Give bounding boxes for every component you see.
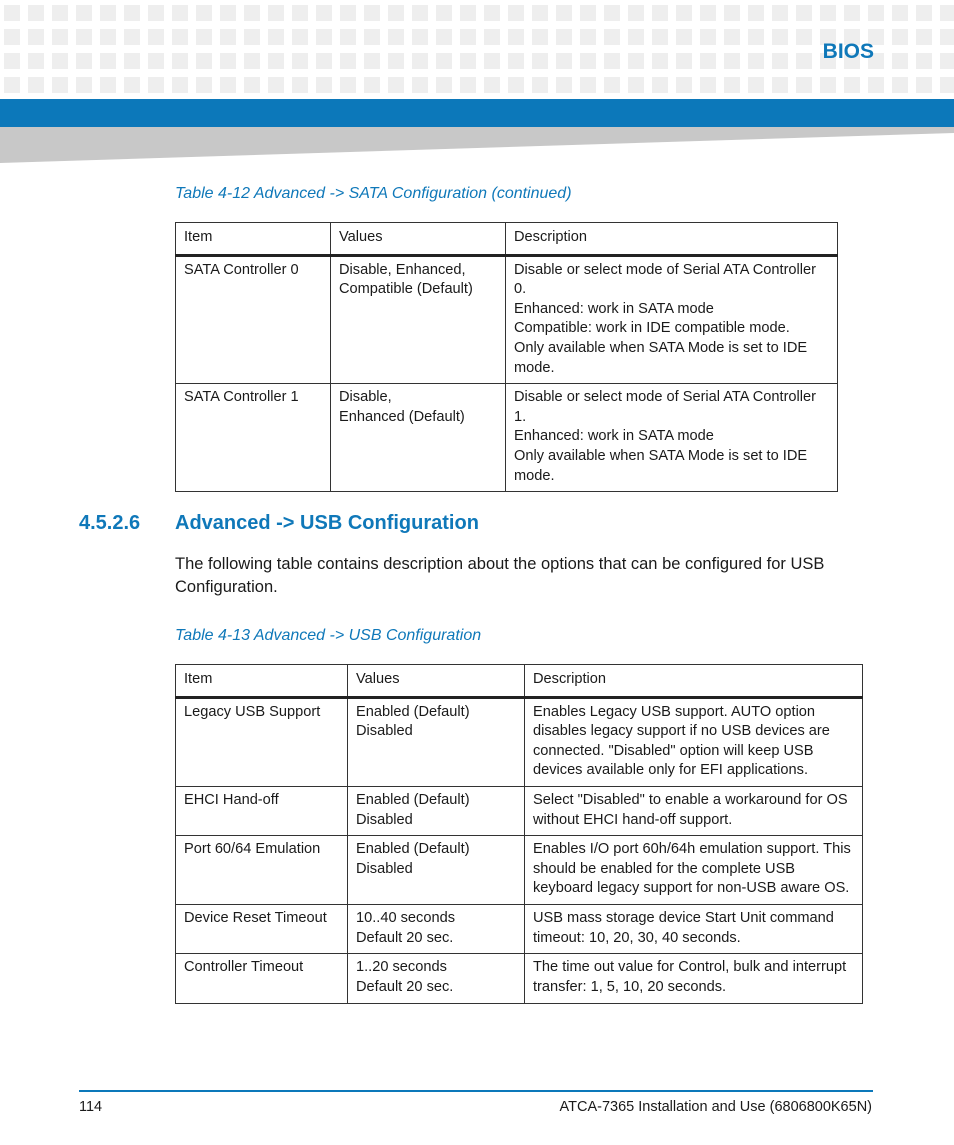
cell-values xyxy=(348,836,525,905)
pattern-square xyxy=(940,53,954,69)
header-dot-pattern xyxy=(0,0,954,96)
pattern-square xyxy=(460,77,476,93)
pattern-square xyxy=(748,53,764,69)
pattern-square xyxy=(172,29,188,45)
pattern-square xyxy=(604,5,620,21)
pattern-square xyxy=(388,5,404,21)
pattern-square xyxy=(916,77,932,93)
value-line: Default 20 sec. xyxy=(356,978,454,995)
cell-item: Port 60/64 Emulation xyxy=(176,836,348,905)
section-title: BIOS xyxy=(822,40,874,63)
pattern-square xyxy=(244,29,260,45)
pattern-square xyxy=(412,53,428,69)
table-row xyxy=(176,384,838,492)
pattern-square xyxy=(484,53,500,69)
cell-description: Enables I/O port 60h/64h emulation support. This should be enabled for the complete USB keyboard legacy support for non-USB aware OS. xyxy=(525,836,863,905)
pattern-square xyxy=(556,29,572,45)
value-line: Disable, Enhanced, xyxy=(339,261,466,278)
value-line: Enhanced (Default) xyxy=(339,408,465,425)
pattern-square xyxy=(364,29,380,45)
value-line: Enabled (Default) xyxy=(356,841,470,858)
pattern-square xyxy=(604,53,620,69)
table-row xyxy=(176,697,863,786)
pattern-square xyxy=(868,5,884,21)
pattern-square xyxy=(916,29,932,45)
cell-values xyxy=(348,954,525,1003)
column-header-item: Item xyxy=(176,665,348,698)
pattern-square xyxy=(196,53,212,69)
pattern-square xyxy=(484,77,500,93)
pattern-square xyxy=(484,5,500,21)
description-line: Only available when SATA Mode is set to IDE mode. xyxy=(514,339,808,376)
description-line: Disable or select mode of Serial ATA Controller 1. xyxy=(514,389,817,425)
pattern-square xyxy=(628,29,644,45)
pattern-square xyxy=(76,53,92,69)
pattern-square xyxy=(412,29,428,45)
pattern-square xyxy=(652,5,668,21)
pattern-square xyxy=(268,77,284,93)
pattern-square xyxy=(76,77,92,93)
footer-rule xyxy=(79,1090,873,1092)
table-row xyxy=(176,786,863,835)
table-4-12-caption: Table 4-12 Advanced -> SATA Configuration (continued) xyxy=(175,185,572,202)
table-row xyxy=(176,255,838,384)
pattern-square xyxy=(844,5,860,21)
pattern-square xyxy=(388,77,404,93)
pattern-square xyxy=(268,53,284,69)
pattern-square xyxy=(100,77,116,93)
pattern-square xyxy=(100,29,116,45)
pattern-square xyxy=(292,77,308,93)
section-heading-text: Advanced -> USB Configuration xyxy=(175,512,479,534)
cell-values xyxy=(331,255,506,384)
cell-values xyxy=(348,786,525,835)
table-4-12 xyxy=(175,222,838,492)
pattern-square xyxy=(268,5,284,21)
pattern-square xyxy=(868,77,884,93)
pattern-square xyxy=(388,29,404,45)
pattern-square xyxy=(604,29,620,45)
document-title: ATCA-7365 Installation and Use (6806800K65N) xyxy=(559,1099,872,1115)
pattern-square xyxy=(508,5,524,21)
pattern-square xyxy=(316,77,332,93)
pattern-square xyxy=(124,29,140,45)
pattern-square xyxy=(364,53,380,69)
pattern-square xyxy=(4,5,20,21)
pattern-square xyxy=(196,29,212,45)
pattern-square xyxy=(76,5,92,21)
pattern-square xyxy=(892,53,908,69)
pattern-square xyxy=(364,77,380,93)
pattern-square xyxy=(436,53,452,69)
value-line: Default 20 sec. xyxy=(356,929,454,946)
pattern-square xyxy=(100,53,116,69)
pattern-square xyxy=(28,5,44,21)
value-line: Enabled (Default) xyxy=(356,703,470,720)
pattern-square xyxy=(532,53,548,69)
pattern-square xyxy=(820,77,836,93)
pattern-square xyxy=(772,77,788,93)
pattern-square xyxy=(676,5,692,21)
pattern-square xyxy=(508,77,524,93)
pattern-square xyxy=(292,29,308,45)
pattern-square xyxy=(748,29,764,45)
pattern-square xyxy=(436,29,452,45)
pattern-square xyxy=(172,53,188,69)
cell-item: Device Reset Timeout xyxy=(176,905,348,954)
pattern-square xyxy=(796,53,812,69)
pattern-square xyxy=(796,5,812,21)
table-row xyxy=(176,905,863,954)
value-line: Disabled xyxy=(356,723,413,740)
pattern-square xyxy=(580,29,596,45)
pattern-square xyxy=(532,29,548,45)
pattern-square xyxy=(508,53,524,69)
cell-description: Enables Legacy USB support. AUTO option disables legacy support if no USB devices are connected. "Disabled" option will keep USB devices available only for EFI applications. xyxy=(525,697,863,786)
pattern-square xyxy=(100,5,116,21)
pattern-square xyxy=(28,29,44,45)
column-header-values: Values xyxy=(331,223,506,256)
pattern-square xyxy=(316,53,332,69)
pattern-square xyxy=(340,53,356,69)
description-line: Disable or select mode of Serial ATA Controller 0. xyxy=(514,261,817,298)
description-line: Enhanced: work in SATA mode xyxy=(514,300,714,317)
pattern-square xyxy=(124,77,140,93)
pattern-square xyxy=(244,77,260,93)
pattern-square xyxy=(148,77,164,93)
section-heading xyxy=(79,512,479,535)
pattern-square xyxy=(244,53,260,69)
pattern-square xyxy=(700,53,716,69)
pattern-square xyxy=(52,53,68,69)
pattern-square xyxy=(892,5,908,21)
section-number: 4.5.2.6 xyxy=(79,512,141,534)
pattern-square xyxy=(76,29,92,45)
pattern-square xyxy=(52,77,68,93)
pattern-square xyxy=(676,29,692,45)
pattern-square xyxy=(892,29,908,45)
pattern-square xyxy=(340,5,356,21)
cell-item: SATA Controller 1 xyxy=(176,384,331,492)
pattern-square xyxy=(436,5,452,21)
value-line: 10..40 seconds xyxy=(356,910,455,927)
value-line: 1..20 seconds xyxy=(356,959,447,976)
pattern-square xyxy=(724,29,740,45)
table-header-row xyxy=(176,665,863,698)
pattern-square xyxy=(28,53,44,69)
pattern-square xyxy=(916,5,932,21)
pattern-square xyxy=(916,53,932,69)
pattern-square xyxy=(268,29,284,45)
pattern-square xyxy=(4,29,20,45)
pattern-square xyxy=(220,77,236,93)
pattern-square xyxy=(196,5,212,21)
cell-values xyxy=(348,905,525,954)
table-row xyxy=(176,954,863,1003)
pattern-square xyxy=(748,77,764,93)
pattern-square xyxy=(124,5,140,21)
cell-item: SATA Controller 0 xyxy=(176,255,331,384)
pattern-square xyxy=(652,29,668,45)
column-header-item: Item xyxy=(176,223,331,256)
pattern-square xyxy=(460,29,476,45)
pattern-square xyxy=(700,77,716,93)
value-line: Disable, xyxy=(339,389,392,406)
pattern-square xyxy=(460,53,476,69)
pattern-square xyxy=(28,77,44,93)
cell-values xyxy=(331,384,506,492)
pattern-square xyxy=(340,29,356,45)
pattern-square xyxy=(724,53,740,69)
pattern-square xyxy=(628,5,644,21)
pattern-square xyxy=(724,5,740,21)
pattern-square xyxy=(4,53,20,69)
pattern-square xyxy=(388,53,404,69)
cell-description: The time out value for Control, bulk and interrupt transfer: 1, 5, 10, 20 seconds. xyxy=(525,954,863,1003)
pattern-square xyxy=(652,53,668,69)
pattern-square xyxy=(676,53,692,69)
column-header-description: Description xyxy=(525,665,863,698)
cell-item: Controller Timeout xyxy=(176,954,348,1003)
value-line: Compatible (Default) xyxy=(339,281,473,298)
pattern-square xyxy=(940,77,954,93)
pattern-square xyxy=(220,29,236,45)
header-blue-band xyxy=(0,99,954,127)
pattern-square xyxy=(748,5,764,21)
pattern-square xyxy=(700,5,716,21)
pattern-square xyxy=(292,5,308,21)
pattern-square xyxy=(772,29,788,45)
pattern-square xyxy=(436,77,452,93)
pattern-square xyxy=(796,77,812,93)
pattern-square xyxy=(292,53,308,69)
pattern-square xyxy=(220,53,236,69)
pattern-square xyxy=(220,5,236,21)
pattern-square xyxy=(628,53,644,69)
pattern-square xyxy=(52,5,68,21)
pattern-square xyxy=(724,77,740,93)
pattern-square xyxy=(820,5,836,21)
pattern-square xyxy=(844,77,860,93)
table-4-13-caption: Table 4-13 Advanced -> USB Configuration xyxy=(175,627,482,644)
pattern-square xyxy=(532,5,548,21)
cell-description xyxy=(506,384,838,492)
pattern-square xyxy=(772,5,788,21)
intro-paragraph: The following table contains description about the options that can be configured for USB Configuration. xyxy=(175,555,825,596)
pattern-square xyxy=(652,77,668,93)
pattern-square xyxy=(556,77,572,93)
cell-description xyxy=(506,255,838,384)
pattern-square xyxy=(580,5,596,21)
cell-item: EHCI Hand-off xyxy=(176,786,348,835)
pattern-square xyxy=(148,29,164,45)
pattern-square xyxy=(460,5,476,21)
value-line: Disabled xyxy=(356,860,413,877)
cell-values xyxy=(348,697,525,786)
pattern-square xyxy=(172,5,188,21)
pattern-square xyxy=(700,29,716,45)
pattern-square xyxy=(196,77,212,93)
pattern-square xyxy=(940,5,954,21)
pattern-square xyxy=(412,5,428,21)
table-header-row xyxy=(176,223,838,256)
value-line: Disabled xyxy=(356,811,413,828)
header-grey-wedge xyxy=(0,127,954,163)
pattern-square xyxy=(124,53,140,69)
pattern-square xyxy=(172,77,188,93)
column-header-description: Description xyxy=(506,223,838,256)
pattern-square xyxy=(316,29,332,45)
description-line: Compatible: work in IDE compatible mode. xyxy=(514,320,790,337)
pattern-square xyxy=(412,77,428,93)
pattern-square xyxy=(148,53,164,69)
pattern-square xyxy=(316,5,332,21)
page-number: 114 xyxy=(79,1099,103,1115)
description-line: Only available when SATA Mode is set to IDE mode. xyxy=(514,447,808,484)
pattern-square xyxy=(532,77,548,93)
pattern-square xyxy=(556,53,572,69)
pattern-square xyxy=(940,29,954,45)
table-row xyxy=(176,836,863,905)
pattern-square xyxy=(796,29,812,45)
pattern-square xyxy=(580,77,596,93)
pattern-square xyxy=(4,77,20,93)
pattern-square xyxy=(364,5,380,21)
pattern-square xyxy=(892,77,908,93)
table-4-13 xyxy=(175,664,863,1004)
value-line: Enabled (Default) xyxy=(356,791,470,808)
pattern-square xyxy=(580,53,596,69)
pattern-square xyxy=(340,77,356,93)
pattern-square xyxy=(508,29,524,45)
pattern-square xyxy=(148,5,164,21)
description-line: Enhanced: work in SATA mode xyxy=(514,428,714,445)
pattern-square xyxy=(244,5,260,21)
pattern-square xyxy=(484,29,500,45)
pattern-square xyxy=(604,77,620,93)
pattern-square xyxy=(52,29,68,45)
cell-item: Legacy USB Support xyxy=(176,697,348,786)
pattern-square xyxy=(676,77,692,93)
cell-description: USB mass storage device Start Unit command timeout: 10, 20, 30, 40 seconds. xyxy=(525,905,863,954)
pattern-square xyxy=(628,77,644,93)
pattern-square xyxy=(772,53,788,69)
cell-description: Select "Disabled" to enable a workaround for OS without EHCI hand-off support. xyxy=(525,786,863,835)
column-header-values: Values xyxy=(348,665,525,698)
pattern-square xyxy=(556,5,572,21)
